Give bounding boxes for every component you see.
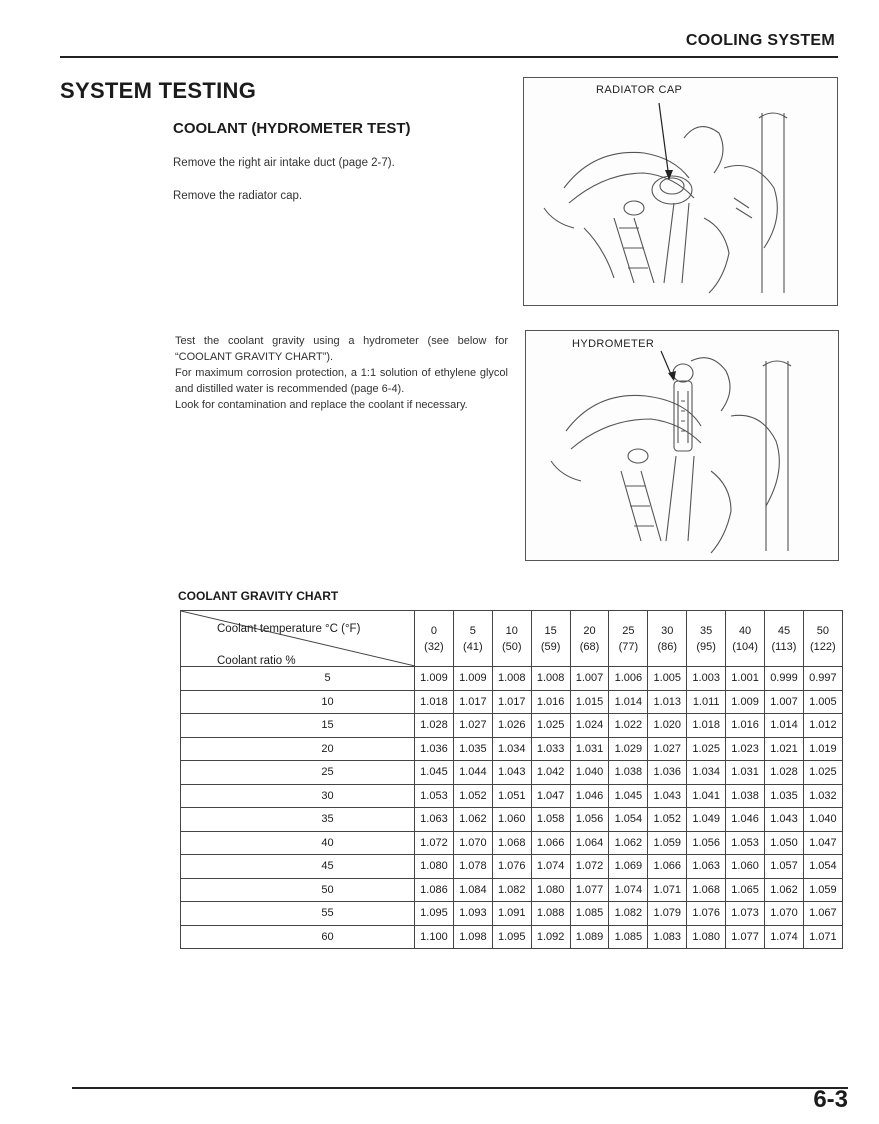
- coolant-ratio-cell: 60: [181, 925, 415, 949]
- gravity-value-cell: 1.018: [415, 690, 454, 714]
- gravity-value-cell: 1.052: [648, 808, 687, 832]
- gravity-value-cell: 1.032: [803, 784, 842, 808]
- gravity-value-cell: 1.065: [726, 878, 765, 902]
- gravity-value-cell: 1.035: [453, 737, 492, 761]
- table-row: [181, 667, 843, 691]
- gravity-value-cell: 1.047: [803, 831, 842, 855]
- gravity-value-cell: 1.059: [648, 831, 687, 855]
- gravity-value-cell: 1.077: [726, 925, 765, 949]
- gravity-value-cell: 1.098: [453, 925, 492, 949]
- gravity-value-cell: 1.023: [726, 737, 765, 761]
- gravity-value-cell: 1.040: [570, 761, 609, 785]
- temperature-celsius: 25: [622, 624, 635, 637]
- gravity-value-cell: 1.076: [687, 902, 726, 926]
- temperature-fahrenheit: (50): [501, 640, 522, 653]
- temperature-celsius: 50: [816, 624, 829, 637]
- temperature-celsius: 0: [430, 624, 437, 637]
- gravity-value-cell: 1.056: [570, 808, 609, 832]
- step-remove-radiator-cap: Remove the radiator cap.: [173, 190, 303, 202]
- temperature-header-cell: [687, 611, 726, 667]
- gravity-value-cell: 1.006: [609, 667, 648, 691]
- gravity-value-cell: 1.062: [453, 808, 492, 832]
- temperature-celsius: 10: [505, 624, 518, 637]
- gravity-value-cell: 1.025: [687, 737, 726, 761]
- step-remove-intake-duct: Remove the right air intake duct (page 2-7).: [173, 157, 395, 169]
- gravity-value-cell: 1.060: [726, 855, 765, 879]
- gravity-value-cell: 1.001: [726, 667, 765, 691]
- gravity-value-cell: 1.078: [453, 855, 492, 879]
- gravity-value-cell: 1.012: [803, 714, 842, 738]
- temperature-celsius: 5: [469, 624, 476, 637]
- temperature-header-cell: [609, 611, 648, 667]
- gravity-value-cell: 1.054: [803, 855, 842, 879]
- gravity-value-cell: 1.071: [648, 878, 687, 902]
- gravity-value-cell: 1.082: [492, 878, 531, 902]
- gravity-value-cell: 1.018: [687, 714, 726, 738]
- gravity-value-cell: 1.074: [765, 925, 804, 949]
- instruction-test-gravity: Test the coolant gravity using a hydrometer (see below for “COOLANT GRAVITY CHART”).: [175, 335, 508, 363]
- gravity-value-cell: 1.100: [415, 925, 454, 949]
- gravity-value-cell: 1.082: [609, 902, 648, 926]
- gravity-value-cell: 1.071: [803, 925, 842, 949]
- temperature-fahrenheit: (122): [810, 640, 836, 653]
- gravity-value-cell: 1.045: [609, 784, 648, 808]
- temperature-celsius: 30: [661, 624, 674, 637]
- table-row: [181, 855, 843, 879]
- gravity-value-cell: 1.059: [803, 878, 842, 902]
- temperature-fahrenheit: (41): [463, 640, 483, 653]
- temperature-fahrenheit: (95): [696, 640, 716, 653]
- gravity-value-cell: 1.021: [765, 737, 804, 761]
- gravity-value-cell: 1.083: [648, 925, 687, 949]
- temperature-celsius: 20: [583, 624, 596, 637]
- gravity-value-cell: 1.053: [726, 831, 765, 855]
- gravity-value-cell: 1.027: [453, 714, 492, 738]
- temperature-celsius: 45: [777, 624, 791, 637]
- gravity-value-cell: 1.007: [765, 690, 804, 714]
- table-row: [181, 878, 843, 902]
- temperature-fahrenheit: (32): [424, 640, 444, 653]
- table-header-row: [181, 611, 843, 667]
- gravity-value-cell: 1.076: [492, 855, 531, 879]
- gravity-value-cell: 1.014: [609, 690, 648, 714]
- coolant-ratio-cell: 40: [181, 831, 415, 855]
- gravity-value-cell: 1.016: [531, 690, 570, 714]
- gravity-value-cell: 0.999: [765, 667, 804, 691]
- coolant-ratio-cell: 25: [181, 761, 415, 785]
- gravity-value-cell: 1.052: [453, 784, 492, 808]
- table-row: [181, 690, 843, 714]
- gravity-value-cell: 1.046: [726, 808, 765, 832]
- coolant-ratio-cell: 35: [181, 808, 415, 832]
- gravity-value-cell: 1.034: [687, 761, 726, 785]
- gravity-value-cell: 1.044: [453, 761, 492, 785]
- gravity-value-cell: 1.079: [648, 902, 687, 926]
- coolant-ratio-cell: 55: [181, 902, 415, 926]
- table-corner-cell: [181, 611, 415, 667]
- gravity-value-cell: 1.028: [415, 714, 454, 738]
- gravity-value-cell: 1.008: [492, 667, 531, 691]
- gravity-value-cell: 1.051: [492, 784, 531, 808]
- gravity-value-cell: 1.080: [687, 925, 726, 949]
- gravity-value-cell: 1.043: [492, 761, 531, 785]
- gravity-value-cell: 1.008: [531, 667, 570, 691]
- footer-rule: [72, 1087, 848, 1089]
- gravity-value-cell: 1.092: [531, 925, 570, 949]
- gravity-value-cell: 1.005: [803, 690, 842, 714]
- temperature-header-cell: [570, 611, 609, 667]
- temperature-fahrenheit: (59): [540, 640, 561, 653]
- gravity-value-cell: 1.036: [648, 761, 687, 785]
- gravity-value-cell: 1.066: [531, 831, 570, 855]
- temperature-header-cell: [803, 611, 842, 667]
- gravity-value-cell: 1.066: [648, 855, 687, 879]
- gravity-value-cell: 1.042: [531, 761, 570, 785]
- gravity-value-cell: 1.019: [803, 737, 842, 761]
- hydrometer-drawing: [526, 331, 838, 560]
- gravity-value-cell: 1.024: [570, 714, 609, 738]
- gravity-value-cell: 1.060: [492, 808, 531, 832]
- gravity-value-cell: 1.050: [765, 831, 804, 855]
- corner-ratio-label: Coolant ratio %: [217, 655, 296, 667]
- radiator-cap-drawing: [524, 78, 837, 305]
- gravity-value-cell: 1.017: [453, 690, 492, 714]
- gravity-value-cell: 1.020: [648, 714, 687, 738]
- gravity-value-cell: 1.084: [453, 878, 492, 902]
- temperature-fahrenheit: (113): [771, 640, 797, 653]
- gravity-value-cell: 1.045: [415, 761, 454, 785]
- hydrometer-illustration: [525, 330, 839, 561]
- temperature-celsius: 35: [700, 624, 713, 637]
- coolant-ratio-cell: 10: [181, 690, 415, 714]
- temperature-header-cell: [765, 611, 804, 667]
- temperature-header-cell: [648, 611, 687, 667]
- gravity-value-cell: 1.069: [609, 855, 648, 879]
- temperature-header-cell: [726, 611, 765, 667]
- gravity-value-cell: 1.068: [687, 878, 726, 902]
- gravity-value-cell: 1.033: [531, 737, 570, 761]
- temperature-header-cell: [453, 611, 492, 667]
- test-instructions: [175, 333, 508, 413]
- hydrometer-label: HYDROMETER: [572, 338, 655, 350]
- gravity-value-cell: 1.072: [570, 855, 609, 879]
- gravity-value-cell: 1.034: [492, 737, 531, 761]
- gravity-value-cell: 1.054: [609, 808, 648, 832]
- coolant-ratio-cell: 5: [181, 667, 415, 691]
- gravity-value-cell: 1.070: [765, 902, 804, 926]
- gravity-value-cell: 1.041: [687, 784, 726, 808]
- gravity-value-cell: 1.017: [492, 690, 531, 714]
- gravity-value-cell: 1.062: [609, 831, 648, 855]
- coolant-gravity-table: [180, 610, 843, 949]
- gravity-value-cell: 0.997: [803, 667, 842, 691]
- chart-title: COOLANT GRAVITY CHART: [178, 589, 339, 603]
- gravity-value-cell: 1.091: [492, 902, 531, 926]
- table-row: [181, 737, 843, 761]
- gravity-value-cell: 1.031: [570, 737, 609, 761]
- gravity-value-cell: 1.067: [803, 902, 842, 926]
- subsection-title: COOLANT (HYDROMETER TEST): [173, 120, 411, 137]
- gravity-value-cell: 1.085: [609, 925, 648, 949]
- gravity-value-cell: 1.064: [570, 831, 609, 855]
- header-title: COOLING SYSTEM: [685, 32, 835, 49]
- gravity-value-cell: 1.057: [765, 855, 804, 879]
- gravity-value-cell: 1.025: [531, 714, 570, 738]
- table-row: [181, 831, 843, 855]
- gravity-value-cell: 1.086: [415, 878, 454, 902]
- gravity-value-cell: 1.026: [492, 714, 531, 738]
- gravity-value-cell: 1.036: [415, 737, 454, 761]
- gravity-value-cell: 1.031: [726, 761, 765, 785]
- gravity-value-cell: 1.015: [570, 690, 609, 714]
- gravity-value-cell: 1.035: [765, 784, 804, 808]
- gravity-value-cell: 1.089: [570, 925, 609, 949]
- gravity-value-cell: 1.058: [531, 808, 570, 832]
- gravity-value-cell: 1.095: [492, 925, 531, 949]
- gravity-value-cell: 1.063: [415, 808, 454, 832]
- gravity-value-cell: 1.011: [687, 690, 726, 714]
- temperature-header-cell: [531, 611, 570, 667]
- table-row: [181, 808, 843, 832]
- gravity-value-cell: 1.095: [415, 902, 454, 926]
- gravity-value-cell: 1.062: [765, 878, 804, 902]
- gravity-value-cell: 1.053: [415, 784, 454, 808]
- coolant-ratio-cell: 45: [181, 855, 415, 879]
- gravity-value-cell: 1.040: [803, 808, 842, 832]
- gravity-value-cell: 1.080: [531, 878, 570, 902]
- gravity-value-cell: 1.038: [726, 784, 765, 808]
- coolant-ratio-cell: 20: [181, 737, 415, 761]
- gravity-value-cell: 1.063: [687, 855, 726, 879]
- temperature-header-cell: [415, 611, 454, 667]
- instruction-contamination: Look for contamination and replace the coolant if necessary.: [175, 399, 468, 411]
- gravity-value-cell: 1.007: [570, 667, 609, 691]
- header-rule: [60, 56, 838, 58]
- gravity-value-cell: 1.028: [765, 761, 804, 785]
- temperature-celsius: 40: [738, 624, 752, 637]
- gravity-value-cell: 1.085: [570, 902, 609, 926]
- coolant-ratio-cell: 50: [181, 878, 415, 902]
- temperature-fahrenheit: (68): [579, 640, 600, 653]
- page-number: 6-3: [813, 1086, 848, 1113]
- gravity-value-cell: 1.080: [415, 855, 454, 879]
- gravity-value-cell: 1.047: [531, 784, 570, 808]
- gravity-value-cell: 1.077: [570, 878, 609, 902]
- temperature-celsius: 15: [544, 624, 557, 637]
- gravity-value-cell: 1.074: [609, 878, 648, 902]
- gravity-value-cell: 1.029: [609, 737, 648, 761]
- gravity-value-cell: 1.038: [609, 761, 648, 785]
- gravity-value-cell: 1.072: [415, 831, 454, 855]
- section-title: SYSTEM TESTING: [60, 78, 257, 103]
- gravity-value-cell: 1.014: [765, 714, 804, 738]
- gravity-value-cell: 1.068: [492, 831, 531, 855]
- coolant-gravity-chart: [180, 610, 842, 949]
- gravity-value-cell: 1.043: [648, 784, 687, 808]
- gravity-value-cell: 1.027: [648, 737, 687, 761]
- table-row: [181, 714, 843, 738]
- gravity-value-cell: 1.003: [687, 667, 726, 691]
- gravity-value-cell: 1.073: [726, 902, 765, 926]
- gravity-value-cell: 1.088: [531, 902, 570, 926]
- table-row: [181, 902, 843, 926]
- radiator-cap-label: RADIATOR CAP: [596, 84, 683, 96]
- gravity-value-cell: 1.016: [726, 714, 765, 738]
- gravity-value-cell: 1.049: [687, 808, 726, 832]
- gravity-value-cell: 1.093: [453, 902, 492, 926]
- gravity-value-cell: 1.056: [687, 831, 726, 855]
- radiator-cap-illustration: [523, 77, 838, 306]
- gravity-value-cell: 1.025: [803, 761, 842, 785]
- gravity-value-cell: 1.005: [648, 667, 687, 691]
- temperature-fahrenheit: (77): [618, 640, 639, 653]
- temperature-fahrenheit: (86): [657, 640, 678, 653]
- corner-temperature-label: Coolant temperature °C (°F): [217, 623, 361, 635]
- gravity-value-cell: 1.074: [531, 855, 570, 879]
- coolant-ratio-cell: 15: [181, 714, 415, 738]
- table-row: [181, 761, 843, 785]
- gravity-value-cell: 1.009: [453, 667, 492, 691]
- gravity-value-cell: 1.070: [453, 831, 492, 855]
- table-row: [181, 925, 843, 949]
- gravity-value-cell: 1.046: [570, 784, 609, 808]
- gravity-value-cell: 1.043: [765, 808, 804, 832]
- temperature-fahrenheit: (104): [732, 640, 758, 653]
- table-row: [181, 784, 843, 808]
- instruction-solution: For maximum corrosion protection, a 1:1 solution of ethylene glycol and distilled water is recommended (page 6-4).: [175, 367, 508, 395]
- gravity-value-cell: 1.013: [648, 690, 687, 714]
- temperature-header-cell: [492, 611, 531, 667]
- coolant-ratio-cell: 30: [181, 784, 415, 808]
- gravity-value-cell: 1.009: [726, 690, 765, 714]
- gravity-value-cell: 1.009: [415, 667, 454, 691]
- gravity-value-cell: 1.022: [609, 714, 648, 738]
